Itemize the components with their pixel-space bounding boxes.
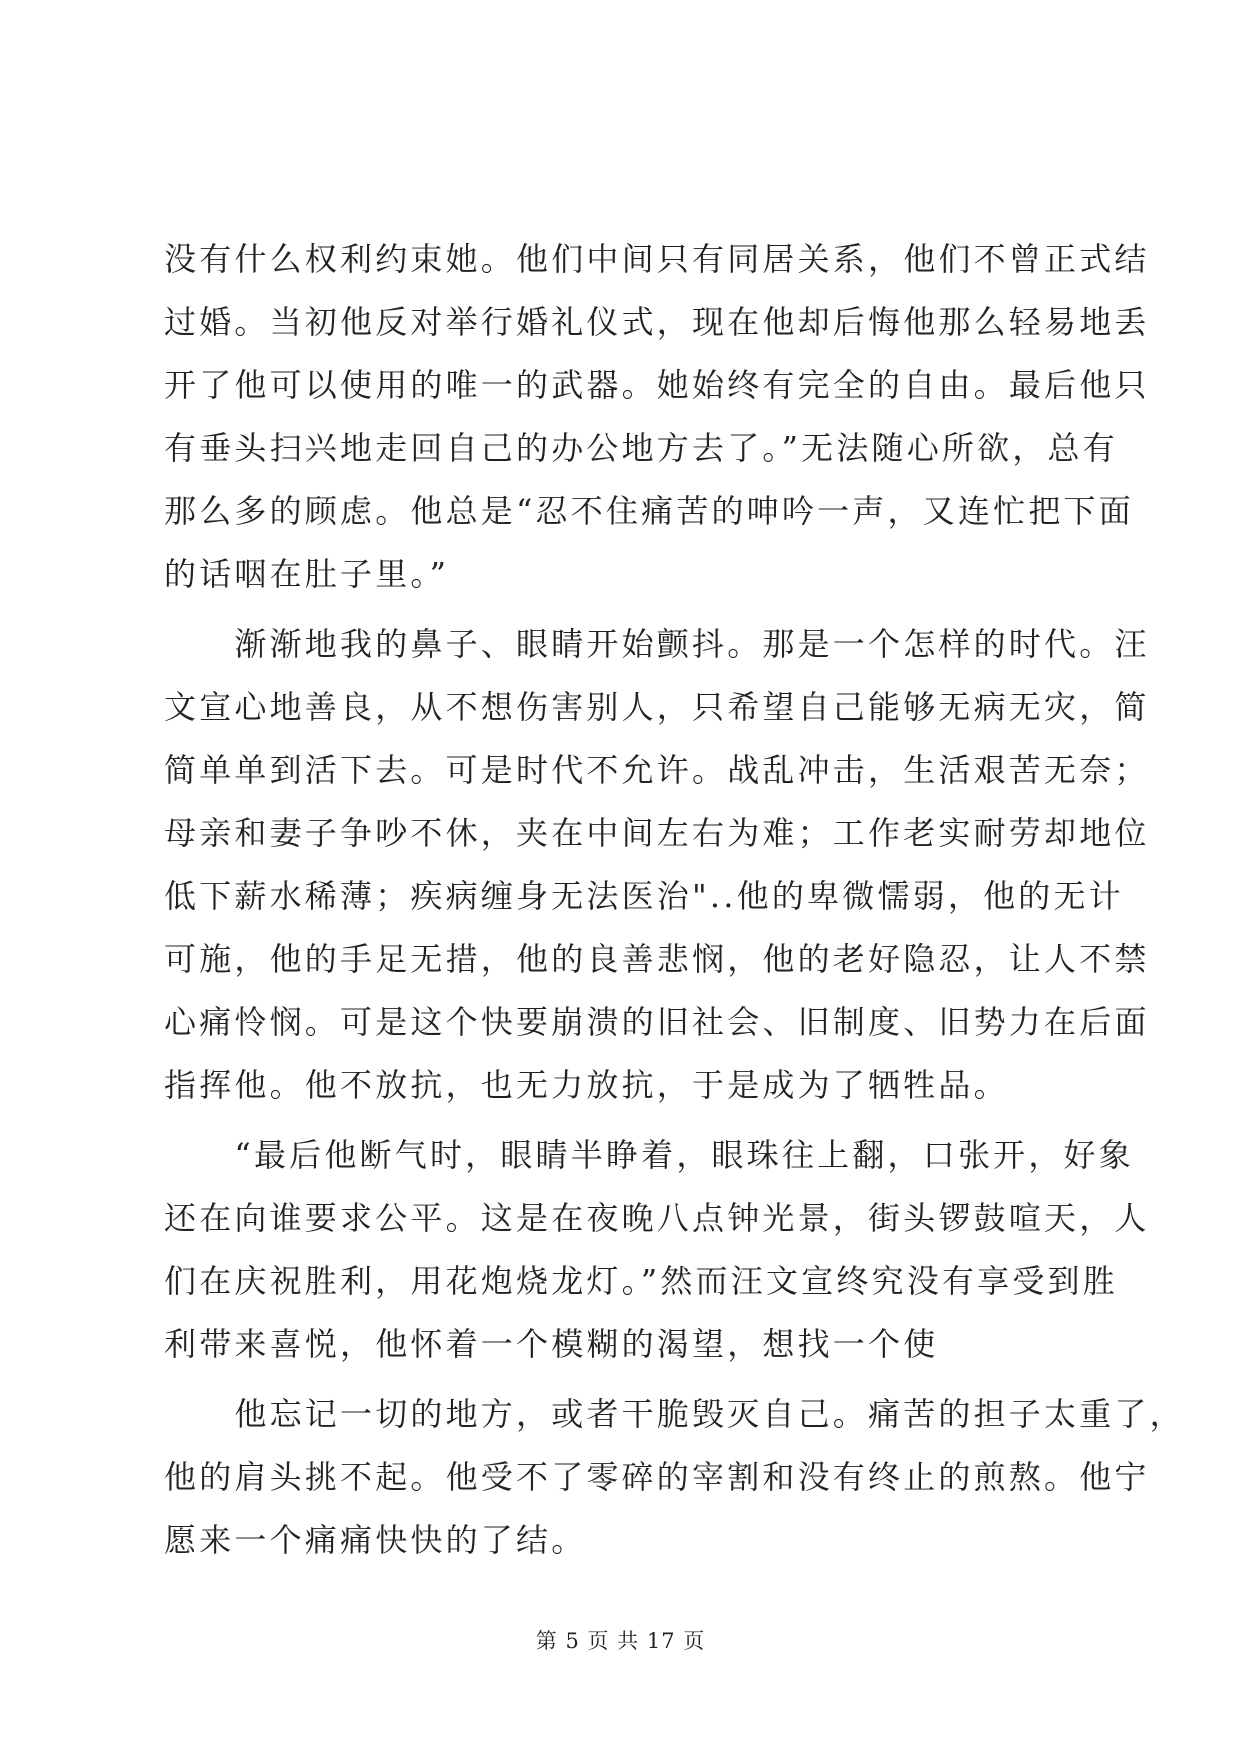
text-line: 可施，他的手足无措，他的良善悲悯，他的老好隐忍，让人不禁: [164, 940, 1150, 978]
text-line: 们在庆祝胜利，用花炮烧龙灯。”然而汪文宣终究没有享受到胜: [164, 1262, 1118, 1300]
text-line: 渐渐地我的鼻子、眼睛开始颤抖。那是一个怎样的时代。汪: [164, 625, 1150, 663]
text-line: 开了他可以使用的唯一的武器。她始终有完全的自由。最后他只: [164, 366, 1150, 404]
text-line: 那么多的顾虑。他总是“忍不住痛苦的呻吟一声，又连忙把下面: [164, 492, 1134, 530]
text-line: “最后他断气时，眼睛半睁着，眼珠往上翻，口张开，好象: [164, 1136, 1134, 1174]
text-line: 他的肩头挑不起。他受不了零碎的宰割和没有终止的煎熬。他宁: [164, 1458, 1150, 1496]
page-footer: [0, 1625, 1241, 1655]
text-line: 有垂头扫兴地走回自己的办公地方去了。”无法随心所欲，总有: [164, 429, 1118, 467]
text-line: 母亲和妻子争吵不休，夹在中间左右为难；工作老实耐劳却地位: [164, 814, 1150, 852]
text-line: 利带来喜悦，他怀着一个模糊的渴望，想找一个使: [164, 1325, 939, 1363]
paragraph-4: [164, 1383, 1185, 1572]
text-line: 心痛怜悯。可是这个快要崩溃的旧社会、旧制度、旧势力在后面: [164, 1003, 1150, 1041]
text-line: 简单单到活下去。可是时代不允许。战乱冲击，生活艰苦无奈；: [164, 751, 1150, 789]
paragraph-1: [164, 228, 1150, 606]
text-line: 低下薪水稀薄；疾病缠身无法医治"..他的卑微懦弱，他的无计: [164, 877, 1124, 915]
text-line: 指挥他。他不放抗，也无力放抗，于是成为了牺牲品。: [164, 1066, 1009, 1104]
body-text: [164, 228, 1185, 1572]
page-number-label: 第 5 页 共 17 页: [535, 1629, 706, 1653]
text-line: 过婚。当初他反对举行婚礼仪式，现在他却后悔他那么轻易地丢: [164, 303, 1150, 341]
text-line: 他忘记一切的地方，或者干脆毁灭自己。痛苦的担子太重了，: [164, 1395, 1185, 1433]
paragraph-3: [164, 1124, 1150, 1376]
text-line: 的话咽在肚子里。”: [164, 555, 450, 593]
text-line: 文宣心地善良，从不想伤害别人，只希望自己能够无病无灾，简: [164, 688, 1150, 726]
text-line: 没有什么权利约束她。他们中间只有同居关系，他们不曾正式结: [164, 240, 1150, 278]
text-line: 还在向谁要求公平。这是在夜晚八点钟光景，街头锣鼓喧天，人: [164, 1199, 1150, 1237]
text-line: 愿来一个痛痛快快的了结。: [164, 1521, 587, 1559]
paragraph-2: [164, 613, 1150, 1117]
